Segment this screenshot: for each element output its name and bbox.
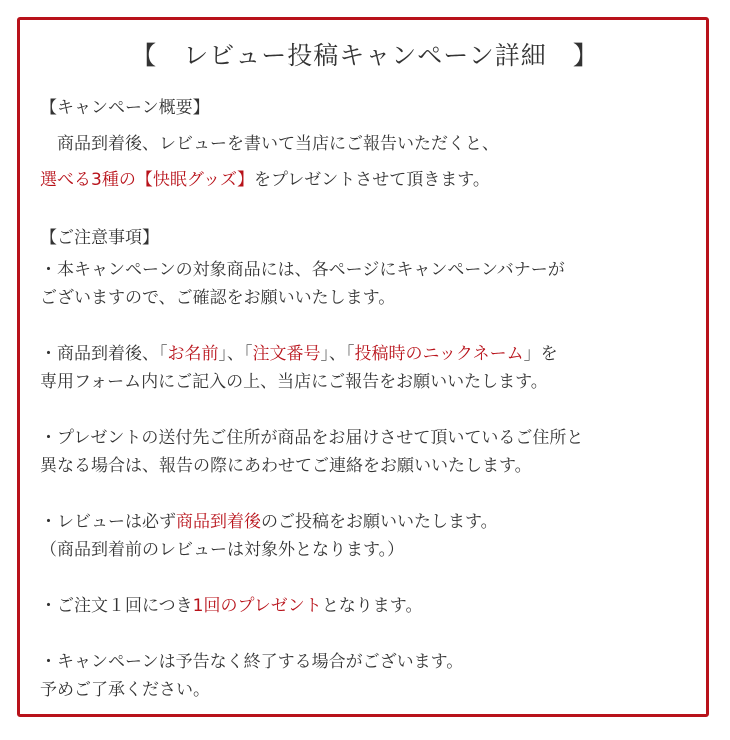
highlight-order-number: 注文番号 <box>252 344 321 364</box>
note-1-line1: ・本キャンペーンの対象商品には、各ページにキャンペーンバナーが <box>40 260 565 280</box>
note-6-line1: ・キャンペーンは予告なく終了する場合がございます。 <box>40 652 464 672</box>
overview-text-line1: 商品到着後、レビューを書いて当店にご報告いただくと、 <box>40 134 499 154</box>
note-2-text: 」、「 <box>320 344 355 364</box>
highlight-after-arrival: 商品到着後 <box>176 512 261 532</box>
note-3-line1: ・プレゼントの送付先ご住所が商品をお届けさせて頂いているご住所と <box>40 428 584 448</box>
notes-heading: 【ご注意事項】 <box>40 228 159 248</box>
note-4-text: のご投稿をお願いいたします。 <box>261 512 498 532</box>
note-6-line2: 予めご了承ください。 <box>40 680 210 700</box>
overview-text-line2 <box>40 170 490 190</box>
highlight-one-gift: 1回のプレゼント <box>192 596 322 616</box>
note-1-line2: ございますので、ご確認をお願いいたします。 <box>40 288 396 308</box>
page-title: 【 レビュー投稿キャンペーン詳細 】 <box>131 41 599 70</box>
note-4-line2: （商品到着前のレビューは対象外となります。） <box>40 540 405 560</box>
note-2-text: 」、「 <box>218 344 253 364</box>
highlight-nickname: 投稿時のニックネーム <box>354 344 524 364</box>
overview-text-line2-rest: をプレゼントさせて頂きます。 <box>253 170 490 190</box>
note-2-line2: 専用フォーム内にご記入の上、当店にご報告をお願いいたします。 <box>40 372 548 392</box>
note-5-text: ・ご注文１回につき <box>40 596 193 616</box>
note-3-line2: 異なる場合は、報告の際にあわせてご連絡をお願いいたします。 <box>40 456 532 476</box>
note-2-text: ・商品到着後、「 <box>40 344 168 364</box>
highlight-name: お名前 <box>167 344 219 364</box>
overview-heading: 【キャンペーン概要】 <box>40 98 210 118</box>
note-2-text: 」を <box>523 344 558 364</box>
note-2-line1 <box>40 344 558 364</box>
gift-highlight: 選べる3種の【快眠グッズ】 <box>40 170 254 190</box>
note-4-line1 <box>40 512 498 532</box>
note-5-line1 <box>40 596 422 616</box>
note-4-text: ・レビューは必ず <box>40 512 176 532</box>
note-5-text: となります。 <box>321 596 423 616</box>
